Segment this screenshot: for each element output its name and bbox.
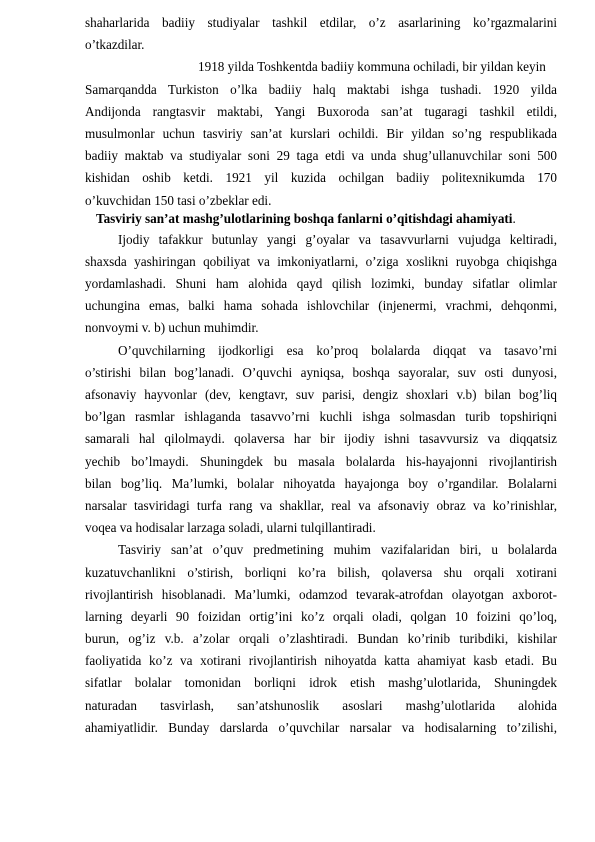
text-line: narsalar tasviridagi turfa rang va shakllar, real va afsonaviy obraz va ko’rinishlar, [85, 497, 557, 513]
text-line: voqea va hodisalar larzaga soladi, ularni tulqillantiradi. [85, 520, 376, 536]
text-line: badiiy maktab va studiyalar soni 29 taga etdi va unda shug’ullanuvchilar soni 500 [85, 148, 557, 164]
text-line: kishidan oshib ketdi. 1921 yil kuzida ochilgan badiiy politexnikumda 170 [85, 170, 557, 186]
text-line: yechib bo’lmaydi. Shuningdek bu masala bolalarda his-hayajonni rivojlantirish [85, 453, 557, 469]
text-line: o’stirishi bilan bog’lanadi. O’quvchi ayniqsa, boshqa sayoralar, suv osti dunyosi, [85, 364, 557, 380]
text-line: o’kuvchidan 150 tasi o’zbeklar edi. [85, 192, 272, 208]
text-line: larning deyarli 90 foizidan ortig’ini ko’z orqali oladi, qolgan 10 foizini qo’loq, [85, 608, 557, 624]
text-line: Ijodiy tafakkur butunlay yangi g’oyalar va tasavvurlarni vujudga keltiradi, [118, 231, 557, 247]
text-line: afsonaviy hayvonlar (dev, kengtavr, suv parisi, dengiz shoxlari v.b) bilan bog’liq [85, 387, 557, 402]
text-line: musulmonlar uchun tasviriy san’at kurslari ochildi. Bir yildan so’ng respublikada [85, 125, 557, 141]
text-line: bilan bog’liq. Ma’lumki, bolalar nihoyatda hayajonga boy o’rgandilar. Bolalarni [85, 475, 557, 491]
text-line: sifatlar bolalar tomonidan borliqni idrok etish mashg’ulotlarida, Shuningdek [85, 675, 557, 691]
text-line: Samarqandda Turkiston o’lka badiiy halq maktabi ishga tushadi. 1920 yilda [85, 81, 557, 97]
section-heading-suffix: . [512, 210, 516, 226]
section-heading [85, 209, 557, 229]
text-line: nonvoymi v. b) uchun muhimdir. [85, 320, 259, 336]
text-line: Andijonda rangtasvir maktabi, Yangi Buxoroda san’at tugaragi tashkil etildi, [85, 103, 557, 119]
text-line: yordamlashadi. Shuni ham alohida qayd qilish lozimki, bunday sifatlar olimlar [85, 276, 557, 292]
text-line: naturadan tasvirlash, san’atshunoslik asoslari mashg’ulotlarida alohida [85, 697, 557, 713]
text-line: shaxsda yashiringan qobiliyat va imkoniyatlarni, o’ziga xoslikni ruyobga chiqishga [85, 253, 557, 269]
text-line: shaharlarida badiiy studiyalar tashkil etdilar, o’z asarlarining ko’rgazmalarini [85, 15, 557, 30]
text-line: rivojlantirish hisoblanadi. Ma’lumki, odamzod tevarak-atrofdan olayotgan axborot- [85, 586, 557, 602]
text-line: bo’lgan rasmlar ishlaganda tasavvo’rni kuchli ishga solmasdan turib topshiriqni [85, 409, 557, 425]
text-line: Tasviriy san’at o’quv predmetining muhim vazifalaridan biri, u bolalarda [118, 542, 557, 558]
text-line: uchungina emas, balki hama sohada ishlovchilar (injenermi, vrachmi, dehqonmi, [85, 298, 557, 314]
paragraph [85, 56, 557, 211]
paragraph [85, 229, 557, 340]
document-page [85, 12, 557, 739]
paragraph [85, 539, 557, 739]
text-line: 1918 yilda Toshkentda badiiy kommuna ochiladi, bir yildan keyin [198, 59, 546, 75]
paragraph [85, 340, 557, 540]
text-line: samarali hal qilolmaydi. qolaversa har bir ijodiy ishni tasavvursiz va diqqatsiz [85, 431, 557, 447]
text-line: kuzatuvchanlikni o’stirish, borliqni ko’ra bilish, qolaversa shu orqali xotirani [85, 564, 557, 580]
text-line: o’tkazdilar. [85, 37, 145, 53]
paragraph [85, 12, 557, 56]
text-line: faoliyatida ko’z va xotirani rivojlantirish nihoyatda katta ahamiyat kasb etadi. Bu [85, 653, 557, 669]
text-line: O’quvchilarning ijodkorligi esa ko’proq bolalarda diqqat va tasavo’rni [118, 342, 557, 358]
text-line: ahamiyatlidir. Bunday darslarda o’quvchilar narsalar va hodisalarning to’zilishi, [85, 719, 557, 735]
section-heading-text: Tasviriy san’at mashg’ulotlarining boshqa fanlarni o’qitishdagi ahamiyati [96, 210, 513, 226]
text-line: burun, og’iz v.b. a’zolar orqali o’zlashtiradi. Bundan ko’rinib turibdiki, kishilar [85, 631, 557, 647]
